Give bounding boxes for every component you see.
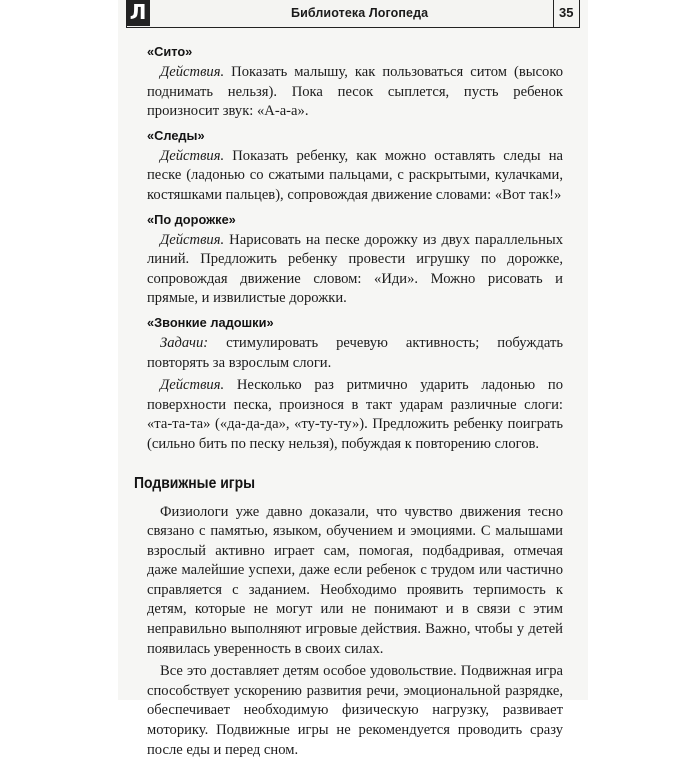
- game-title-zvonkie-ladoshki: «Звонкие ладошки»: [147, 314, 274, 330]
- paragraph-lead: Действия.: [160, 377, 225, 394]
- page-number: 35: [559, 5, 574, 20]
- paragraph-text: Показать ребенку, как можно оставлять следы на песке (ладонью со сжатыми пальцами, с раскрытыми, кулачками, костяшками пальцев), сопровождая движение словами: «Вот так!»: [147, 147, 563, 203]
- paragraph-text: Показать малышу, как пользоваться ситом (высоко поднимать нельзя). Пока песок сыплется, пусть ребенок произносит звук: «А-а-а».: [147, 64, 563, 120]
- paragraph: Физиологи уже давно доказали, что чувство движения тесно связано с памятью, языком, обучением и эмоциями. С малышами взрослый активно играет сам, помогая, подбадривая, отмечая даже малейшие успехи, даже если ребенок с трудом или частично справляется с заданием. Необходимо проявить терпимость к детям, которые не могут или не понимают и в связи с этим неправильно выполняют игровые действия. Важно, чтобы у детей появилась уверенность в своих силах.: [147, 503, 563, 657]
- paragraph: [147, 376, 563, 454]
- paragraph-text: стимулировать речевую активность; побуждать повторять за взрослым слоги.: [147, 334, 563, 371]
- paragraph-lead: Действия.: [160, 147, 225, 164]
- game-title-po-dorozhke: «По дорожке»: [147, 211, 236, 227]
- header-divider: [553, 0, 554, 27]
- paragraph: Все это доставляет детям особое удовольствие. Подвижная игра способствует ускорению развития речи, эмоциональной разрядке, обеспечивает необходимую физическую нагрузку, развивает моторику. Подвижные игры не рекомендуется проводить сразу после еды и перед сном.: [147, 663, 563, 758]
- paragraph: [147, 231, 563, 309]
- game-title-sledy: «Следы»: [147, 127, 205, 143]
- series-logo: Л: [126, 0, 150, 26]
- series-title: Библиотека Логопеда: [291, 6, 429, 20]
- paragraph-lead: Действия.: [160, 64, 225, 80]
- paragraph: [147, 334, 563, 373]
- running-header: [126, 0, 580, 28]
- paragraph-lead: Действия.: [160, 231, 225, 248]
- paragraph: [147, 147, 563, 206]
- left-margin: [0, 0, 118, 700]
- right-margin: [588, 0, 700, 700]
- section-heading-podvizhnye-igry: Подвижные игры: [134, 474, 256, 492]
- paragraph-text: Несколько раз ритмично ударить ладонью по поверхности песка, произнося в такт ударам различные слоги: «та-та-та» («да-да-да», «ту-ту-ту»). Предложить ребенку поиграть (сильно бить по песку нельзя), побуждая к повторению слогов.: [147, 377, 563, 452]
- paragraph-text: Нарисовать на песке дорожку из двух параллельных линий. Предложить ребенку провести игрушку по дорожке, сопровождая движение словом: «Иди». Можно рисовать и прямые, и извилистые дорожки.: [147, 231, 563, 307]
- paragraph: [147, 63, 563, 122]
- page-content: [134, 38, 563, 765]
- book-page: [118, 0, 588, 758]
- game-title-sito: «Сито»: [147, 44, 193, 59]
- paragraph-lead: Задачи:: [160, 334, 209, 351]
